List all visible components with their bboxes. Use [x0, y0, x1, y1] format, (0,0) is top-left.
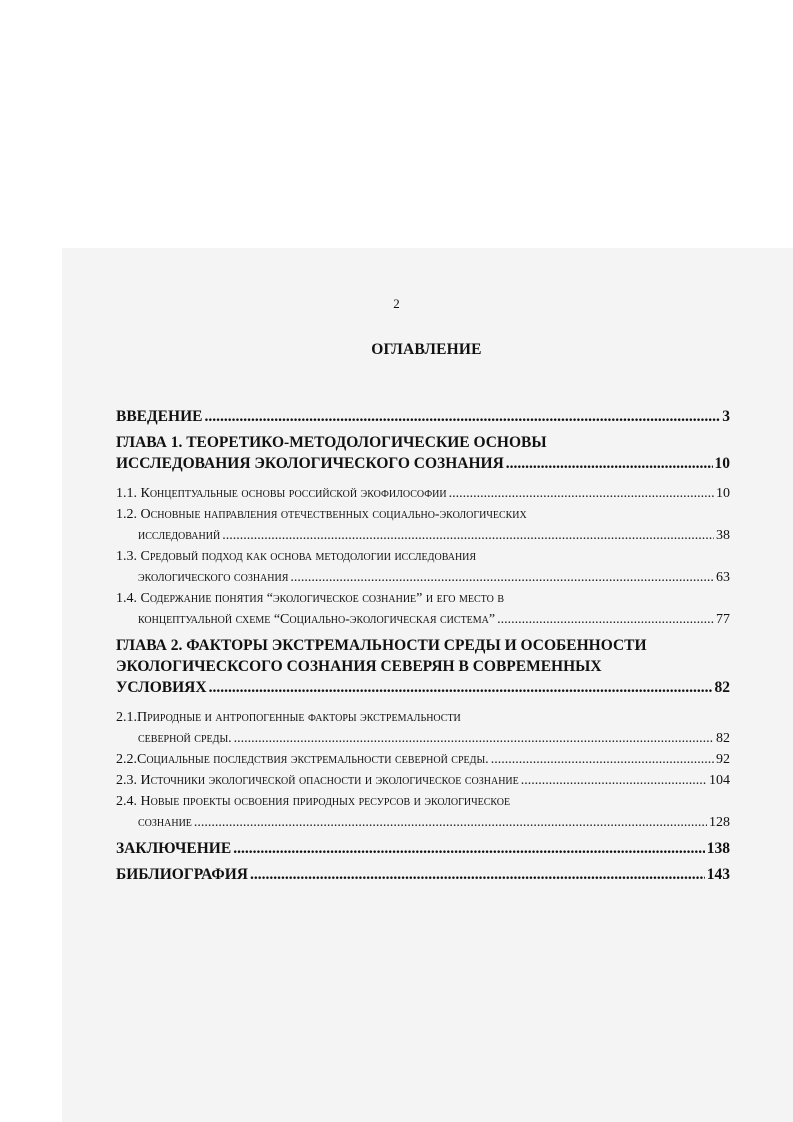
toc-entry-section-2-4[interactable] — [116, 791, 730, 833]
toc-entry-section-2-1[interactable] — [116, 707, 730, 749]
toc-entry-section-1-1[interactable] — [116, 483, 730, 504]
entry-label: 2.2.Социальные последствия экстремальности северной среды. — [116, 752, 489, 767]
entry-label-line-2: сознание — [138, 815, 192, 830]
dot-leader — [233, 838, 705, 859]
entry-label-line-2: ИССЛЕДОВАНИЯ ЭКОЛОГИЧЕСКОГО СОЗНАНИЯ — [116, 455, 504, 472]
entry-label-line-2: исследований — [138, 528, 221, 543]
entry-label-line-1: ГЛАВА 1. ТЕОРЕТИКО-МЕТОДОЛОГИЧЕСКИЕ ОСНОВЫ — [116, 434, 547, 451]
toc-entry-chapter-2[interactable] — [116, 635, 730, 698]
dot-leader — [506, 453, 713, 474]
dot-leader — [449, 483, 714, 504]
entry-page: 3 — [722, 408, 730, 425]
entry-label-line-2: северной среды. — [138, 731, 232, 746]
dot-leader — [209, 677, 713, 698]
entry-page: 92 — [716, 752, 730, 767]
entry-label-line-1: 1.3. Средовый подход как основа методологии исследования — [116, 549, 477, 564]
entry-label: БИБЛИОГРАФИЯ — [116, 866, 248, 883]
toc-entry-introduction[interactable] — [116, 406, 730, 427]
entry-label: ЗАКЛЮЧЕНИЕ — [116, 840, 232, 857]
toc-entry-section-1-4[interactable] — [116, 588, 730, 630]
dot-leader — [194, 812, 707, 833]
dot-leader — [222, 525, 714, 546]
page-number: 2 — [393, 296, 400, 311]
dot-leader — [204, 406, 720, 427]
entry-label: ВВЕДЕНИЕ — [116, 408, 203, 425]
dot-leader — [497, 609, 714, 630]
entry-page: 77 — [716, 612, 730, 627]
toc-entry-conclusion[interactable] — [116, 838, 730, 859]
entry-page: 138 — [706, 840, 730, 857]
toc-entry-section-2-3[interactable] — [116, 770, 730, 791]
toc-entry-chapter-1[interactable] — [116, 432, 730, 474]
entry-page: 38 — [716, 528, 730, 543]
dot-leader — [250, 864, 705, 885]
entry-label: 2.3. Источники экологической опасности и экологическое сознание — [116, 773, 519, 788]
entry-label-line-1: 2.1.Природные и антропогенные факторы экстремальности — [116, 710, 461, 725]
entry-label-line-2: концептуальной схеме “Социально-экологическая система” — [138, 612, 496, 627]
entry-page: 63 — [716, 570, 730, 585]
entry-label-line-2: экологического сознания — [138, 570, 289, 585]
entry-label-line-2: ЭКОЛОГИЧЕСКСОГО СОЗНАНИЯ СЕВЕРЯН В СОВРЕМЕННЫХ — [116, 658, 602, 675]
table-of-contents — [116, 406, 730, 885]
toc-entry-section-2-2[interactable] — [116, 749, 730, 770]
dot-leader — [491, 749, 714, 770]
entry-label-line-3: УСЛОВИЯХ — [116, 679, 207, 696]
entry-page: 104 — [709, 773, 730, 788]
entry-label-line-1: 1.2. Основные направления отечественных социально-экологических — [116, 507, 527, 522]
toc-entry-section-1-2[interactable] — [116, 504, 730, 546]
entry-label-line-1: ГЛАВА 2. ФАКТОРЫ ЭКСТРЕМАЛЬНОСТИ СРЕДЫ И ОСОБЕННОСТИ — [116, 637, 647, 654]
toc-entry-bibliography[interactable] — [116, 864, 730, 885]
entry-page: 10 — [716, 486, 730, 501]
toc-title: ОГЛАВЛЕНИЕ — [371, 341, 482, 358]
toc-entry-section-1-3[interactable] — [116, 546, 730, 588]
entry-page: 128 — [709, 815, 730, 830]
entry-page: 82 — [714, 679, 730, 696]
dot-leader — [521, 770, 707, 791]
entry-page: 143 — [706, 866, 730, 883]
entry-label-line-1: 1.4. Содержание понятия “экологическое сознание” и его место в — [116, 591, 504, 606]
entry-label: 1.1. Концептуальные основы российской экофилософии — [116, 486, 447, 501]
entry-page: 10 — [714, 455, 730, 472]
entry-page: 82 — [716, 731, 730, 746]
dot-leader — [290, 567, 714, 588]
entry-label-line-1: 2.4. Новые проекты освоения природных ресурсов и экологическое — [116, 794, 511, 809]
dot-leader — [234, 728, 714, 749]
